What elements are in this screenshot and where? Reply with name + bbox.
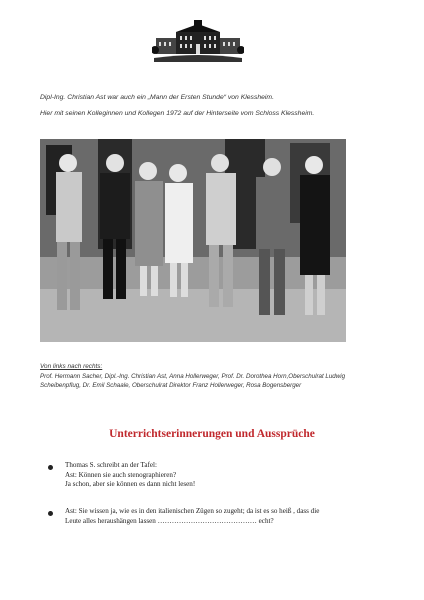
quote-1 xyxy=(65,461,195,490)
quote-1-line-2: Ast: Können sie auch stenographieren? xyxy=(65,470,177,479)
quote-2 xyxy=(65,507,319,526)
intro-line-1: Dipl-Ing. Christian Ast war auch ein „Mann der Ersten Stunde“ von Klessheim. xyxy=(40,94,274,101)
quote-2-line-1: Ast: Sie wissen ja, wie es in den italienischen Zügen so zugeht; da ist es so heiß , dass die xyxy=(65,507,320,515)
group-photo xyxy=(40,139,346,342)
quote-1-line-1: Thomas S. schreibt an der Tafel: xyxy=(65,461,157,469)
quote-2-line-2: Leute alles heraushängen lassen …………………………………… echt? xyxy=(65,516,274,525)
section-heading: Unterrichtserinnerungen und Aussprüche xyxy=(109,428,315,440)
caption-names: Prof. Hermann Sacher, Dipl.-Ing. Christian Ast, Anna Hollerweger, Prof. Dr. Dorothea Horn,Oberschulrat Ludwig Scheibenpflug, Dr. Emil Schaale, Oberschulrat Direktor Franz Hollerweger, Rosa Bogensberger xyxy=(40,373,346,389)
quote-1-line-3: Ja schon, aber sie können es dann nicht lesen! xyxy=(65,480,196,488)
bullet-icon xyxy=(48,511,53,516)
castle-logo-icon xyxy=(152,18,244,62)
intro-line-2: Hier mit seinen Kolleginnen und Kollegen 1972 auf der Hinterseite vom Schloss Klessheim. xyxy=(40,110,315,117)
caption-heading: Von links nach rechts: xyxy=(40,363,103,370)
bullet-icon xyxy=(48,465,53,470)
